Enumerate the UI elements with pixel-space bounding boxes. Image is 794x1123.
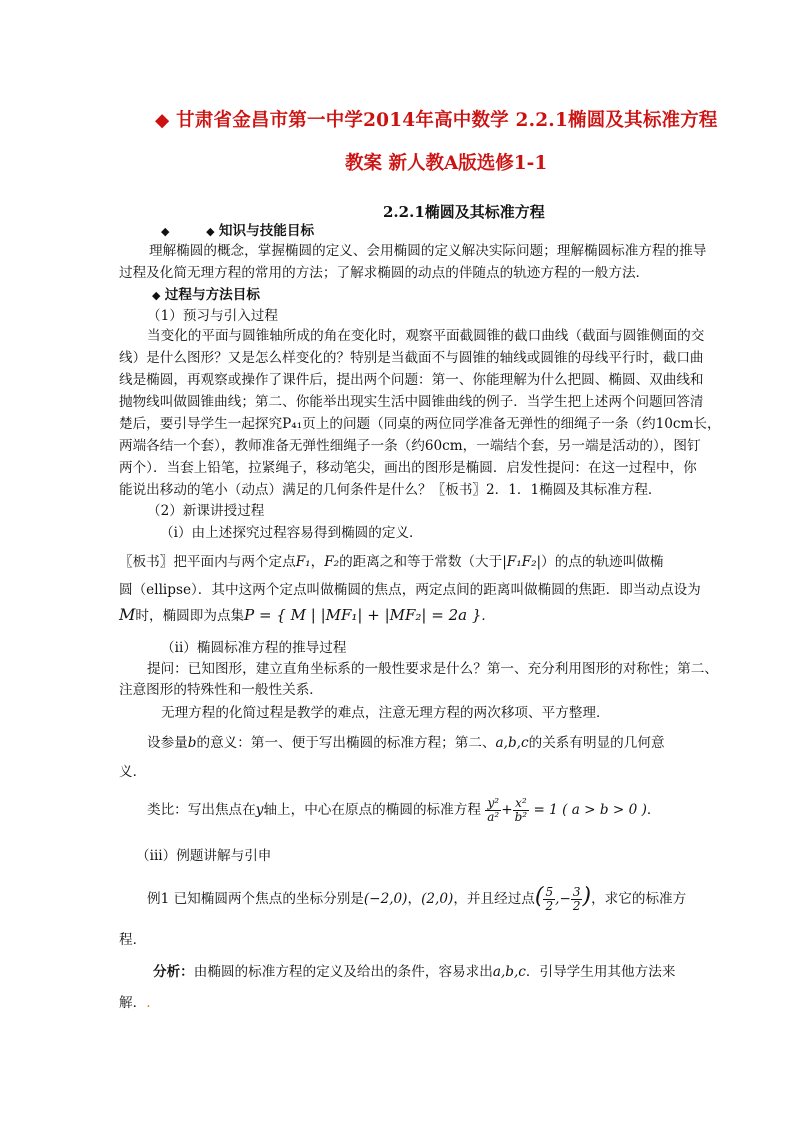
- item2-title: （2）新课讲授过程: [147, 503, 265, 519]
- section1-line-2: 过程及化简无理方程的常用的方法；了解求椭圆的动点的伴随点的轨迹方程的一般方法．: [119, 265, 650, 281]
- analysis-label: 分析：: [153, 964, 194, 980]
- fraction-x2-b2: [513, 797, 530, 824]
- example-comma: ，: [407, 891, 422, 907]
- item2-ii: （ii）椭圆标准方程的推导过程: [161, 640, 347, 656]
- analysis-line-2: [119, 993, 151, 1013]
- parameter-text-c: 的关系有明显的几何意: [528, 735, 665, 751]
- section1-heading: 知识与技能目标: [218, 223, 315, 239]
- diamond-icon: ◆: [152, 289, 161, 302]
- title-line-2: 教案 新人教A版选修1-1: [345, 153, 548, 174]
- analysis-trailing-dot: .: [146, 995, 151, 1011]
- math-F1F2: |F₁F₂|: [502, 554, 542, 570]
- math-abc: a,b,c: [495, 735, 529, 751]
- math-point-set: P = { M | |MF₁| + |MF₂| = 2a }: [244, 606, 482, 624]
- item1-line-6: 两端各结一个套），教师准备无弹性细绳子一条（约60cm，一端结个套，另一端是活动的），图钉: [119, 438, 701, 454]
- title-text-1: 甘肃省金昌市第一中学2014年高中数学 2.2.1椭圆及其标准方程: [176, 110, 718, 131]
- item1-line-7: 两个）．当套上铅笔，拉紧绳子，移动笔尖，画出的图形是椭圆．启发性提问：在这一过程中，你: [119, 460, 697, 476]
- item1-line-1: 当变化的平面与圆锥轴所成的角在变化时，观察平面截圆锥的截口曲线（截面与圆锥侧面的交: [147, 328, 705, 344]
- fraction-3-2: [571, 886, 583, 913]
- title-diamond-icon: ◆: [155, 110, 170, 131]
- ii-line-3: 无理方程的化简过程是教学的难点，注意无理方程的两次移项、平方整理．: [161, 705, 610, 721]
- item1-line-4: 抛物线叫做圆锥曲线；第二、你能举出现实生活中圆锥曲线的例子．当学生把上述两个问题回答清: [119, 394, 704, 410]
- analogy-line: [147, 795, 661, 825]
- definition-line-2: 圆（ellipse）．其中这两个定点叫做椭圆的焦点，两定点间的距离叫做椭圆的焦距．即当动点设为: [119, 582, 701, 598]
- section2-heading: 过程与方法目标: [164, 287, 260, 303]
- analogy-text-b: 轴上，中心在原点的椭圆的标准方程: [263, 802, 481, 818]
- definition-text-d: 时，椭圆即为点集: [135, 608, 245, 624]
- definition-line-3: [119, 605, 495, 626]
- paren-close: ): [582, 884, 592, 909]
- fraction-numerator: 3: [572, 885, 581, 899]
- item1-line-2: 线）是什么图形？又是怎么样变化的？特别是当截面不与圆锥的轴线或圆锥的母线平行时，截口曲: [119, 350, 704, 366]
- diamond-icon: ◆: [206, 225, 215, 238]
- analysis-text-b: ．引导学生用其他方法来: [525, 964, 676, 980]
- parameter-text-b: 的意义：第一、便于写出椭圆的标准方程；第二、: [196, 735, 496, 751]
- analogy-end: ．: [646, 802, 661, 818]
- definition-end: ．: [481, 608, 495, 624]
- math-abc: a,b,c: [492, 964, 526, 980]
- fraction-numerator: 5: [545, 885, 554, 899]
- item1-title: （1）预习与引入过程: [147, 308, 278, 324]
- section1-heading-row: [161, 221, 314, 242]
- fraction-numerator: y²: [485, 797, 501, 811]
- example-text-a: 例1 已知椭圆两个焦点的坐标分别是: [147, 891, 364, 907]
- math-point-1: (−2,0): [363, 891, 408, 907]
- fraction-y2-a2: [485, 797, 501, 824]
- fraction-denominator: 2: [572, 899, 581, 913]
- section2-heading-row: [152, 285, 260, 306]
- math-b: b: [187, 735, 197, 751]
- example-line-1: [147, 882, 686, 914]
- analysis-text-c: 解．: [119, 995, 147, 1011]
- diamond-icon: ◆: [161, 225, 170, 238]
- analysis-text-a: 由椭圆的标准方程的定义及给出的条件，容易求出: [193, 964, 493, 980]
- example-text-b: ，并且经过点: [453, 891, 535, 907]
- section1-line-1: 理解椭圆的概念，掌握椭圆的定义、会用椭圆的定义解决实际问题；理解椭圆标准方程的推导: [149, 243, 707, 259]
- math-F2: F₂: [324, 554, 340, 570]
- item1-line-3: 线是椭圆，再观察或操作了课件后，提出两个问题：第一、你能理解为什么把圆、椭圆、双曲线和: [119, 372, 704, 388]
- item1-line-8: 能说出移动的笔小（动点）满足的几何条件是什么？〖板书〗2．1．1椭圆及其标准方程．: [119, 482, 662, 498]
- definition-text-a: 〖板书〗把平面内与两个定点: [119, 554, 296, 570]
- ii-line-2: 注意图形的特殊性和一般性关系．: [119, 682, 323, 698]
- parameter-text-a: 设参量: [147, 735, 188, 751]
- example-line-2: 程．: [119, 932, 147, 948]
- comma-minus: ,−: [555, 891, 571, 907]
- fraction-denominator: 2: [545, 899, 554, 913]
- math-equation-rhs: = 1 ( a > b > 0 ): [533, 802, 647, 818]
- fraction-denominator: b²: [514, 810, 528, 824]
- math-M: M: [119, 605, 136, 624]
- math-plus: +: [501, 802, 513, 818]
- analogy-text-a: 类比：写出焦点在: [147, 802, 256, 818]
- math-y: y: [255, 802, 264, 818]
- math-F1: F₁: [295, 554, 311, 570]
- fraction-numerator: x²: [513, 797, 530, 811]
- parameter-line-2: 义．: [119, 764, 147, 780]
- ii-line-1: 提问：已知图形，建立直角坐标系的一般性要求是什么？第一、充分利用图形的对称性；第二、: [147, 661, 718, 677]
- item2-i: （i）由上述探究过程容易得到椭圆的定义．: [160, 525, 423, 541]
- title-line-1: [155, 106, 718, 132]
- definition-comma: ，: [310, 554, 325, 570]
- item1-line-5: 楚后，要引导学生一起探究P₄₁页上的问题（同桌的两位同学准备无弹性的细绳子一条（约10cm长，: [119, 416, 721, 432]
- analysis-line-1: [153, 962, 675, 982]
- fraction-5-2: [543, 886, 555, 913]
- definition-line-1: [119, 552, 664, 572]
- item2-iii: （iii）例题讲解与引申: [136, 848, 272, 864]
- example-text-c: ，求它的标准方: [591, 891, 687, 907]
- parameter-line-1: [147, 733, 665, 753]
- definition-text-c: ）的点的轨迹叫做椭: [541, 554, 664, 570]
- definition-text-b: 的距离之和等于常数（大于: [339, 554, 503, 570]
- section-subtitle: 2.2.1椭圆及其标准方程: [383, 203, 545, 221]
- fraction-denominator: a²: [487, 810, 500, 824]
- math-point-2: (2,0): [421, 891, 454, 907]
- paren-open: (: [534, 884, 544, 909]
